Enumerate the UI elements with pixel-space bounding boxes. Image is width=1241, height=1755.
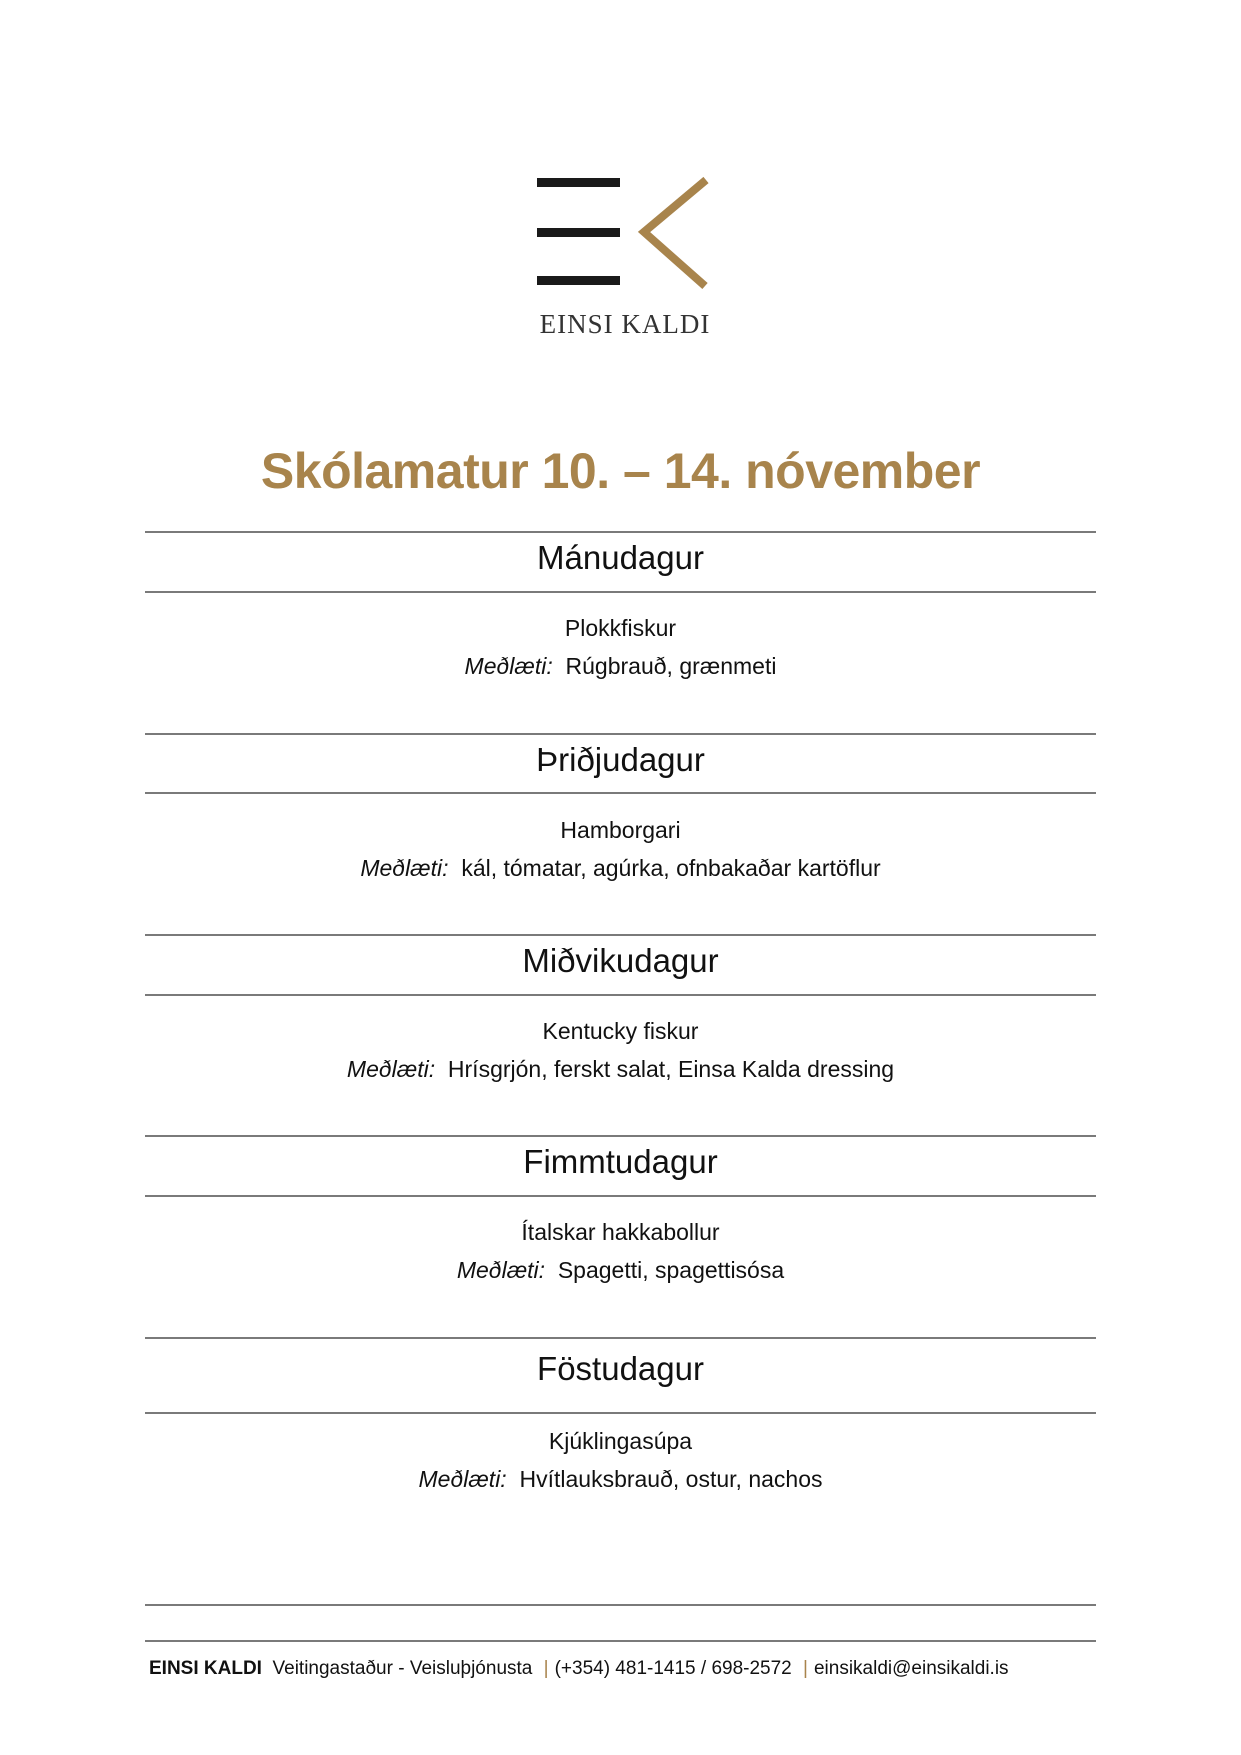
day-heading-wednesday: Miðvikudagur (522, 942, 719, 979)
page-title: Skólamatur 10. – 14. nóvember (260, 443, 981, 499)
logo-chevron (644, 180, 706, 286)
sides-label: Meðlæti: (360, 855, 449, 881)
divider (145, 994, 1096, 996)
sides-value: Hvítlauksbrauð, ostur, nachos (519, 1466, 823, 1492)
dish-thursday: Ítalskar hakkabollur (521, 1219, 720, 1245)
ek-logo-icon (520, 165, 730, 305)
divider (145, 591, 1096, 593)
dish-monday: Plokkfiskur (564, 615, 677, 641)
footer-divider (145, 1604, 1096, 1606)
divider (145, 733, 1096, 735)
dish-friday: Kjúklingasúpa (548, 1428, 693, 1454)
divider (145, 1195, 1096, 1197)
sides-value: Spagetti, spagettisósa (557, 1257, 785, 1283)
footer-separator: | (543, 1658, 549, 1679)
divider (145, 792, 1096, 794)
company-logo (520, 165, 730, 350)
footer-phone: (+354) 481-1415 / 698-2572 (554, 1658, 792, 1679)
divider (145, 531, 1096, 533)
footer-separator: | (803, 1658, 808, 1679)
divider (145, 1337, 1096, 1339)
sides-label: Meðlæti: (456, 1257, 546, 1283)
footer-tagline: Veitingastaður - Veisluþjónusta (272, 1658, 533, 1679)
day-heading-thursday: Fimmtudagur (523, 1143, 718, 1180)
day-heading-tuesday: Þriðjudagur (536, 741, 705, 778)
divider (145, 1412, 1096, 1414)
sides-friday (0, 1466, 1241, 1493)
sides-label: Meðlæti: (464, 653, 553, 679)
sides-value: Hrísgrjón, ferskt salat, Einsa Kalda dressing (447, 1056, 895, 1082)
footer-brand: EINSI KALDI (149, 1658, 262, 1679)
dish-tuesday: Hamborgari (560, 817, 681, 843)
day-heading-monday: Mánudagur (537, 539, 704, 576)
sides-thursday (0, 1257, 1241, 1284)
footer (149, 1658, 1099, 1680)
sides-value: kál, tómatar, agúrka, ofnbakaðar kartöflur (461, 855, 881, 881)
sides-wednesday (0, 1056, 1241, 1083)
dish-wednesday: Kentucky fiskur (542, 1018, 699, 1044)
sides-tuesday (0, 855, 1241, 882)
logo-text: EINSI KALDI (539, 309, 711, 339)
sides-monday (0, 653, 1241, 680)
day-heading-friday: Föstudagur (537, 1350, 704, 1387)
logo-bar-middle (537, 228, 620, 237)
sides-value: Rúgbrauð, grænmeti (565, 653, 777, 679)
sides-label: Meðlæti: (418, 1466, 507, 1492)
footer-email[interactable]: einsikaldi@einsikaldi.is (813, 1658, 1009, 1679)
divider (145, 1135, 1096, 1137)
logo-bar-top (537, 178, 620, 187)
footer-divider (145, 1640, 1096, 1642)
logo-bar-bottom (537, 276, 620, 285)
divider (145, 934, 1096, 936)
sides-label: Meðlæti: (346, 1056, 436, 1082)
